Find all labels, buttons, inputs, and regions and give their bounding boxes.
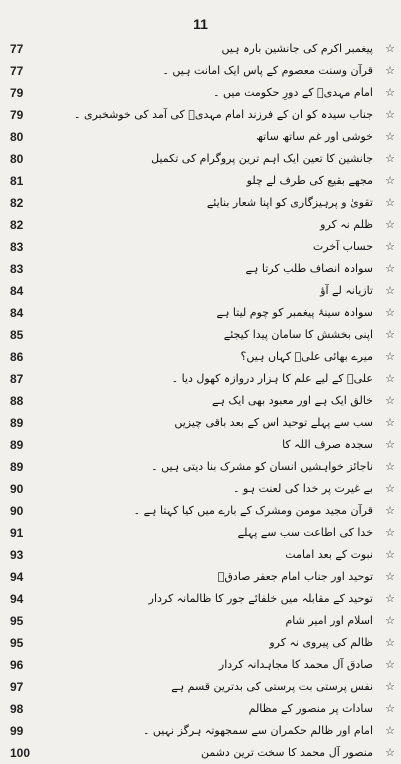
toc-page-number: 99 [10,724,24,738]
toc-title: مجھے بقیع کی طرف لے چلو [246,174,373,187]
toc-page-number: 82 [10,196,24,210]
toc-page-number: 87 [10,372,24,386]
star-icon: ☆ [385,394,395,407]
toc-page-number: 90 [10,482,24,496]
toc-title: نبوت کے بعد امامت [285,548,373,561]
star-icon: ☆ [385,416,395,429]
star-icon: ☆ [385,460,395,473]
toc-entry [0,38,401,60]
toc-page-number: 89 [10,438,24,452]
star-icon: ☆ [385,570,395,583]
toc-entry [0,610,401,632]
toc-entry [0,192,401,214]
toc-page-number: 94 [10,592,24,606]
toc-page-number: 96 [10,658,24,672]
toc-title: خوشی اور غم ساتھ ساتھ [256,130,373,143]
toc-entry [0,148,401,170]
toc-title: توحید کے مقابلہ میں خلفائے جور کا ظالمانہ کردار [148,592,373,605]
star-icon: ☆ [385,108,395,121]
star-icon: ☆ [385,592,395,605]
star-icon: ☆ [385,86,395,99]
star-icon: ☆ [385,174,395,187]
toc-page-number: 97 [10,680,24,694]
star-icon: ☆ [385,526,395,539]
toc-entry [0,632,401,654]
toc-entry [0,588,401,610]
toc-entry [0,434,401,456]
toc-entry [0,676,401,698]
toc-title: بے غیرت پر خدا کی لعنت ہو ۔ [233,482,373,495]
toc-page-number: 94 [10,570,24,584]
toc-title: علیؑ کے لیے علم کا ہزار دروازہ کھول دیا ۔ [171,372,373,385]
star-icon: ☆ [385,196,395,209]
toc-title: خدا کی اطاعت سب سے پہلے [237,526,373,539]
toc-entry [0,126,401,148]
toc-entry [0,654,401,676]
star-icon: ☆ [385,724,395,737]
toc-title: امام مہدیؑ کے دورِ حکومت میں ۔ [213,86,373,99]
toc-title: صادق آل محمد کا مجاہدانہ کردار [218,658,373,671]
toc-page-number: 89 [10,460,24,474]
toc-title: ظلم نہ کرو [320,218,373,231]
toc-page-number: 83 [10,240,24,254]
toc-title: سوادہ انصاف طلب کرتا ہے [245,262,373,275]
star-icon: ☆ [385,130,395,143]
star-icon: ☆ [385,218,395,231]
toc-title: خالق ایک ہے اور معبود بھی ایک ہے [212,394,373,407]
toc-page-number: 84 [10,284,24,298]
toc-page-number: 85 [10,328,24,342]
toc-page-number: 77 [10,64,24,78]
toc-entry [0,368,401,390]
toc-page-number: 95 [10,614,24,628]
toc-title: منصور آل محمد کا سخت ترین دشمن [200,746,373,759]
toc-entry [0,720,401,742]
toc-title: میرے بھائی علیؑ کہاں ہیں؟ [240,350,373,363]
toc-title: تازیانہ لے آؤ [320,284,373,297]
star-icon: ☆ [385,152,395,165]
toc-entry [0,522,401,544]
star-icon: ☆ [385,746,395,759]
toc-page-number: 84 [10,306,24,320]
toc-page-number: 80 [10,152,24,166]
page-number: 11 [193,16,208,32]
toc-page-number: 86 [10,350,24,364]
toc-entry [0,60,401,82]
star-icon: ☆ [385,42,395,55]
toc-entry [0,82,401,104]
toc-title: ناجائز خواہشیں انسان کو مشرک بنا دیتی ہیں ۔ [151,460,373,473]
star-icon: ☆ [385,372,395,385]
toc-title: قرآن مجید مومن ومشرک کے بارے میں کیا کہتا ہے ۔ [133,504,373,517]
toc-title: نفس پرستی بت پرستی کی بدترین قسم ہے [171,680,373,693]
toc-entry [0,170,401,192]
toc-entry [0,236,401,258]
toc-title: توحید اور جناب امام جعفر صادقؑ [217,570,373,583]
toc-entry [0,566,401,588]
star-icon: ☆ [385,350,395,363]
star-icon: ☆ [385,482,395,495]
toc-title: تقویٰ و پرہیزگاری کو اپنا شعار بنایئے [206,196,373,209]
toc-page-number: 82 [10,218,24,232]
toc-entry [0,544,401,566]
toc-entry [0,698,401,720]
table-of-contents [0,38,401,764]
star-icon: ☆ [385,306,395,319]
toc-entry [0,456,401,478]
toc-entry [0,346,401,368]
toc-entry [0,302,401,324]
toc-page-number: 100 [10,746,31,760]
star-icon: ☆ [385,240,395,253]
toc-page-number: 88 [10,394,24,408]
toc-page-number: 91 [10,526,24,540]
toc-entry [0,104,401,126]
toc-page-number: 79 [10,86,24,100]
toc-entry [0,324,401,346]
star-icon: ☆ [385,614,395,627]
toc-title: جناب سیدہ کو ان کے فرزند امام مہدیؑ کی آمد کی خوشخبری ۔ [74,108,373,121]
toc-page-number: 83 [10,262,24,276]
toc-entry [0,258,401,280]
toc-entry [0,390,401,412]
toc-title: سوادہ سینۂ پیغمبر کو چوم لیتا ہے [216,306,373,319]
toc-title: ظالم کی پیروی نہ کرو [269,636,373,649]
star-icon: ☆ [385,438,395,451]
star-icon: ☆ [385,680,395,693]
star-icon: ☆ [385,636,395,649]
toc-title: اسلام اور امیر شام [285,614,373,627]
star-icon: ☆ [385,548,395,561]
toc-title: قرآن وسنت معصوم کے پاس ایک امانت ہیں ۔ [162,64,373,77]
star-icon: ☆ [385,328,395,341]
toc-page-number: 98 [10,702,24,716]
toc-page-number: 79 [10,108,24,122]
toc-entry [0,478,401,500]
toc-entry [0,742,401,764]
toc-page-number: 89 [10,416,24,430]
toc-title: سب سے پہلے توحید اس کے بعد باقی چیزیں [174,416,373,429]
star-icon: ☆ [385,504,395,517]
toc-entry [0,280,401,302]
star-icon: ☆ [385,262,395,275]
toc-page-number: 95 [10,636,24,650]
toc-page-number: 90 [10,504,24,518]
toc-title: امام اور ظالم حکمران سے سمجھوتہ ہرگز نہیں ۔ [142,724,373,737]
toc-title: اپنی بخشش کا سامان پیدا کیجئے [223,328,373,341]
toc-page-number: 93 [10,548,24,562]
toc-page-number: 77 [10,42,24,56]
star-icon: ☆ [385,284,395,297]
toc-entry [0,500,401,522]
toc-title: حساب آخرت [312,240,373,253]
toc-page-number: 81 [10,174,24,188]
toc-entry [0,214,401,236]
toc-title: پیغمبر اکرم کی جانشین بارہ ہیں [221,42,373,55]
toc-title: جانشین کا تعین ایک اہم ترین پروگرام کی تکمیل [151,152,373,165]
toc-page-number: 80 [10,130,24,144]
star-icon: ☆ [385,64,395,77]
toc-title: سادات پر منصور کے مظالم [248,702,373,715]
toc-entry [0,412,401,434]
star-icon: ☆ [385,658,395,671]
toc-title: سجدہ صرف اللہ کا [282,438,373,451]
star-icon: ☆ [385,702,395,715]
